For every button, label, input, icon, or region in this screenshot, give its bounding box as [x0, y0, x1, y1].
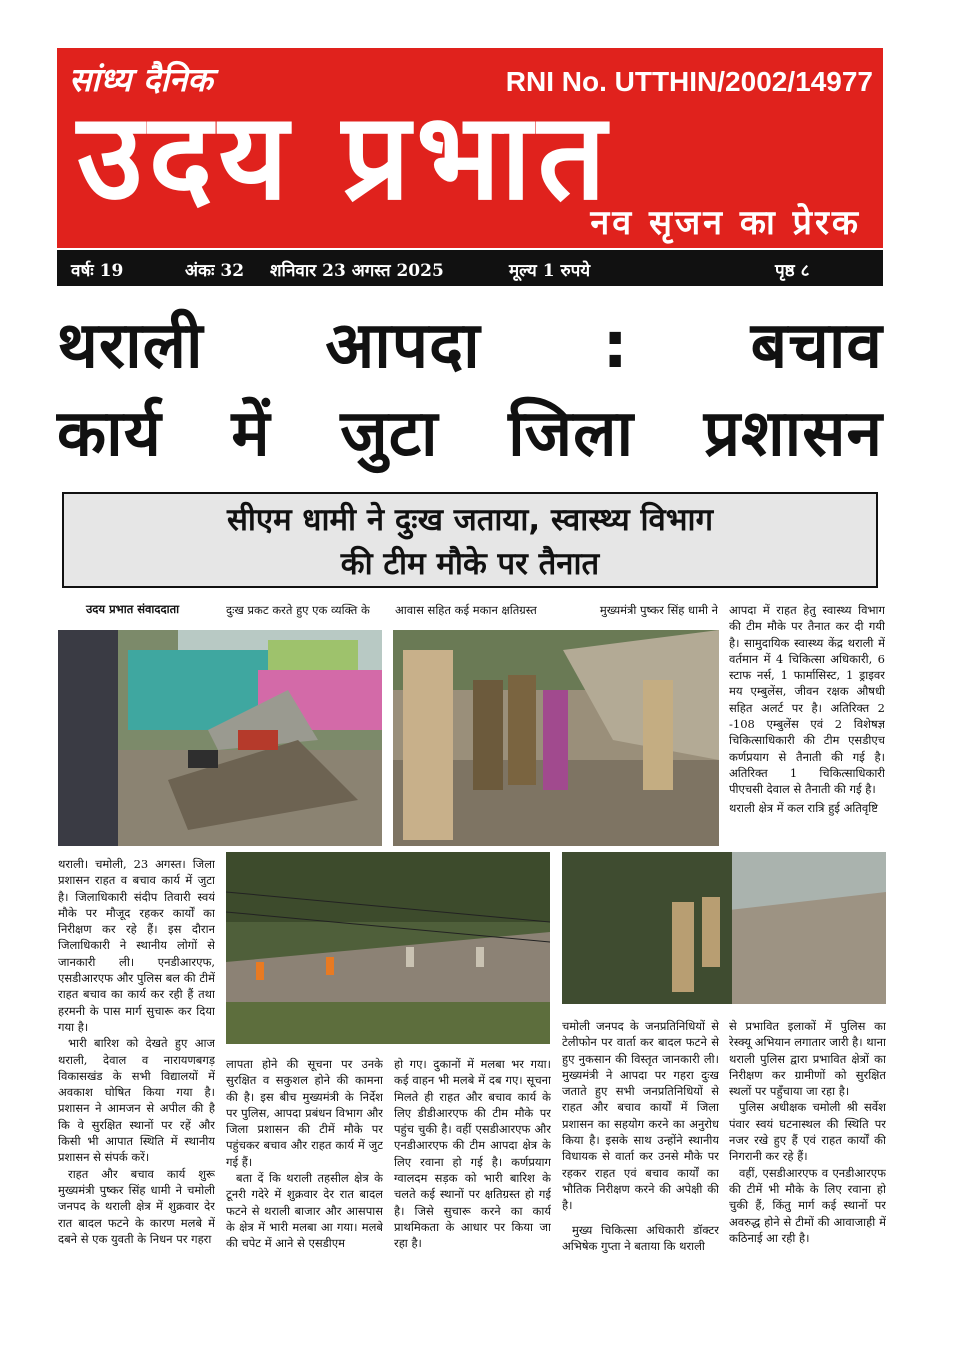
- col3-lower-text: [394, 1056, 551, 1276]
- col2-top-text: दुःख प्रकट करते हुए एक व्यक्ति के: [226, 603, 370, 617]
- col5-upper-para-2: थराली क्षेत्र में कल रात्रि हुई अतिवृष्टि: [729, 800, 879, 815]
- col5-lower-text: [729, 1018, 886, 1276]
- masthead-small-title: सांध्य दैनिक: [69, 60, 213, 99]
- photo-police-river: [562, 852, 886, 1004]
- issue-number: अंकः 32: [185, 261, 245, 281]
- masthead: [57, 48, 883, 248]
- col2-lower-text: [226, 1056, 383, 1276]
- subhead-line-2: की टीम मौके पर तैनात: [340, 546, 600, 582]
- col1-para-2: भारी बारिश को देखते हुए आज थराली, देवाल व नारायणबगड़ विकासखंड के सभी विद्यालयों में अवकाश घोषित किया गया है। प्रशासन ने आमजन से अपील की है कि वे सुरक्षित स्थानों पर रहें और किसी भी आपात स्थिति में स्थानीय प्रशासन से संपर्क करें।: [58, 1036, 215, 1165]
- issue-info-bar: [57, 250, 883, 286]
- price: मूल्य 1 रुपये: [509, 261, 591, 281]
- col1-para-1: थराली। चमोली, 23 अगस्त। जिला प्रशासन राहत व बचाव कार्य में जुटा है। जिलाधिकारी संदीप तिवारी स्वयं मौके पर मौजूद रहकर कार्यों का निरीक्षण कर रहे हैं। इस दौरान जिलाधिकारी ने स्थानीय लोगों से जानकारी ली। एनडीआरएफ, एसडीआरएफ और पुलिस बल की टीमें राहत बचाव का कार्य कर रही हैं तथा हरमनी के पास मार्ग सुचारू कर दिया गया है।: [58, 857, 215, 1034]
- headline: [57, 302, 883, 478]
- col4-para-1: चमोली जनपद के जनप्रतिनिधियों से टेलीफोन पर वार्ता कर बादल फटने से हुए नुकसान की विस्तृत जानकारी ली। मुख्यमंत्री ने आपदा पर गहरा दुःख जताते हुए सभी जनप्रतिनिधियों से राहत और बचाव कार्यों में जिला प्रशासन का सहयोग करने का अनुरोध किया है। इसके साथ उन्होंने स्थानीय विधायक से वार्ता कर उनसे मौके पर रहकर राहत एवं बचाव कार्यों का भौतिक निरीक्षण करने की अपेक्षी की है।: [562, 1019, 719, 1213]
- col5-upper-para: आपदा में राहत हेतु स्वास्थ्य विभाग की टीम मौके पर तैनात कर दी गयी है। सामुदायिक स्वास्थ्य केंद्र थराली में वर्तमान में 4 चिकित्सा अधिकारी, 6 स्टाफ नर्स, 1 फार्मासिस्ट, 1 ड्राइवर मय एम्बुलेंस, जीवन रक्षक औषधी सहित अलर्ट पर है। अतिरिक्त 2 -108 एम्बुलेंस एवं 2 विशेषज्ञ चिकित्साधिकारी की टीम एसडीएच कर्णप्रयाग से तैनाती की गई है। अतिरिक्त 1 चिकित्साधिकारी पीएचसी देवाल से तैनाती की गई है।: [729, 603, 885, 797]
- tagline: नव सृजन का प्रेरक: [590, 203, 861, 243]
- col3-para-1: हो गए। दुकानों में मलबा भर गया। कई वाहन भी मलबे में दब गए। सूचना मिलते ही राहत और बचाव कार्य के लिए डीडीआरएफ की टीम मौके पर पहुंच चुकी है। वहीं एसडीआरएफ और एनडीआरएफ की टीम आपदा क्षेत्र के लिए रवाना हो गई है। कर्णप्रयाग ग्वालदम सड़क को भारी बारिश के चलते कई स्थानों पर क्षतिग्रस्त हो गई है। जिसे सुचारू करने का कार्य प्राथमिकता के आधार पर किया जा रहा है।: [394, 1057, 551, 1251]
- headline-line-1: थराली आपदा : बचाव: [57, 309, 883, 383]
- col5-upper-text: [729, 602, 885, 838]
- rni-number: RNI No. UTTHIN/2002/14977: [505, 66, 873, 97]
- col5-para-1: से प्रभावित इलाकों में पुलिस का रेस्क्यू अभियान लगातार जारी है। थाना थराली पुलिस द्वारा प्रभावित क्षेत्रों का निरीक्षण कर ग्रामीणों को सुरक्षित स्थलों पर पहुँचाया जा रहा है।: [729, 1019, 886, 1099]
- col2-para-2: बता दें कि थराली तहसील क्षेत्र के टूनरी गदेरे में शुक्रवार देर रात बादल फटने से थराली बाजार और आसपास के क्षेत्र में भारी मलबा आ गया। मलबे की चपेट में आने से एसडीएम: [226, 1171, 383, 1251]
- col3-top-text: आवास सहित कई मकान क्षतिग्रस्त: [395, 603, 537, 617]
- subheadline-box: [62, 492, 878, 588]
- newspaper-title: उदय प्रभात: [77, 88, 612, 227]
- col4-top-text: मुख्यमंत्री पुष्कर सिंह धामी ने: [599, 603, 718, 617]
- photo-officials-inspection: [393, 630, 719, 846]
- issue-date: शनिवार 23 अगस्त 2025: [270, 261, 444, 281]
- col5-para-2: पुलिस अधीक्षक चमोली श्री सर्वेश पंवार स्वयं घटनास्थल की स्थिति पर नजर रखे हुए हैं एवं राहत कार्यों की निगरानी कर रहे हैं।: [729, 1100, 886, 1164]
- col4-para-2: मुख्य चिकित्सा अधिकारी डॉक्टर अभिषेक गुप्ता ने बताया कि थराली: [562, 1222, 719, 1253]
- year: वर्षः 19: [71, 261, 124, 281]
- photo-rescue-hillside: [226, 852, 550, 1044]
- photo-damaged-houses: [58, 630, 382, 846]
- col4-lower-text: [562, 1018, 719, 1276]
- col1-lower-text: [58, 856, 215, 1276]
- page-number: पृष्ठ ८: [775, 261, 810, 281]
- col2-para-1: लापता होने की सूचना पर उनके सुरक्षित व सकुशल होने की कामना की है। इस बीच मुख्यमंत्री के निर्देश पर पुलिस, आपदा प्रबंधन विभाग और जिला प्रशासन की टीमें मौके पर पहुंचकर बचाव और राहत कार्य में जुट गई हैं।: [226, 1057, 383, 1169]
- subhead-line-1: सीएम धामी ने दुःख जताया, स्वास्थ्य विभाग: [226, 502, 714, 538]
- col1-para-3: राहत और बचाव कार्य शुरू मुख्यमंत्री पुष्कर सिंह धामी ने चमोली जनपद के थराली क्षेत्र में शुक्रवार देर रात बादल फटने के कारण मलबे में दबने से एक युवती के निधन पर गहरा: [58, 1166, 215, 1246]
- headline-line-2: कार्य में जुटा जिला प्रशासन: [57, 397, 883, 471]
- col5-para-3: वहीं, एसडीआरएफ व एनडीआरएफ की टीमें भी मौके के लिए रवाना हो चुकी हैं, किंतु मार्ग कई स्थानों पर अवरुद्ध होने से टीमों की आवाजाही में कठिनाई आ रही है।: [729, 1165, 886, 1245]
- byline: उदय प्रभात संवाददाता: [86, 602, 180, 616]
